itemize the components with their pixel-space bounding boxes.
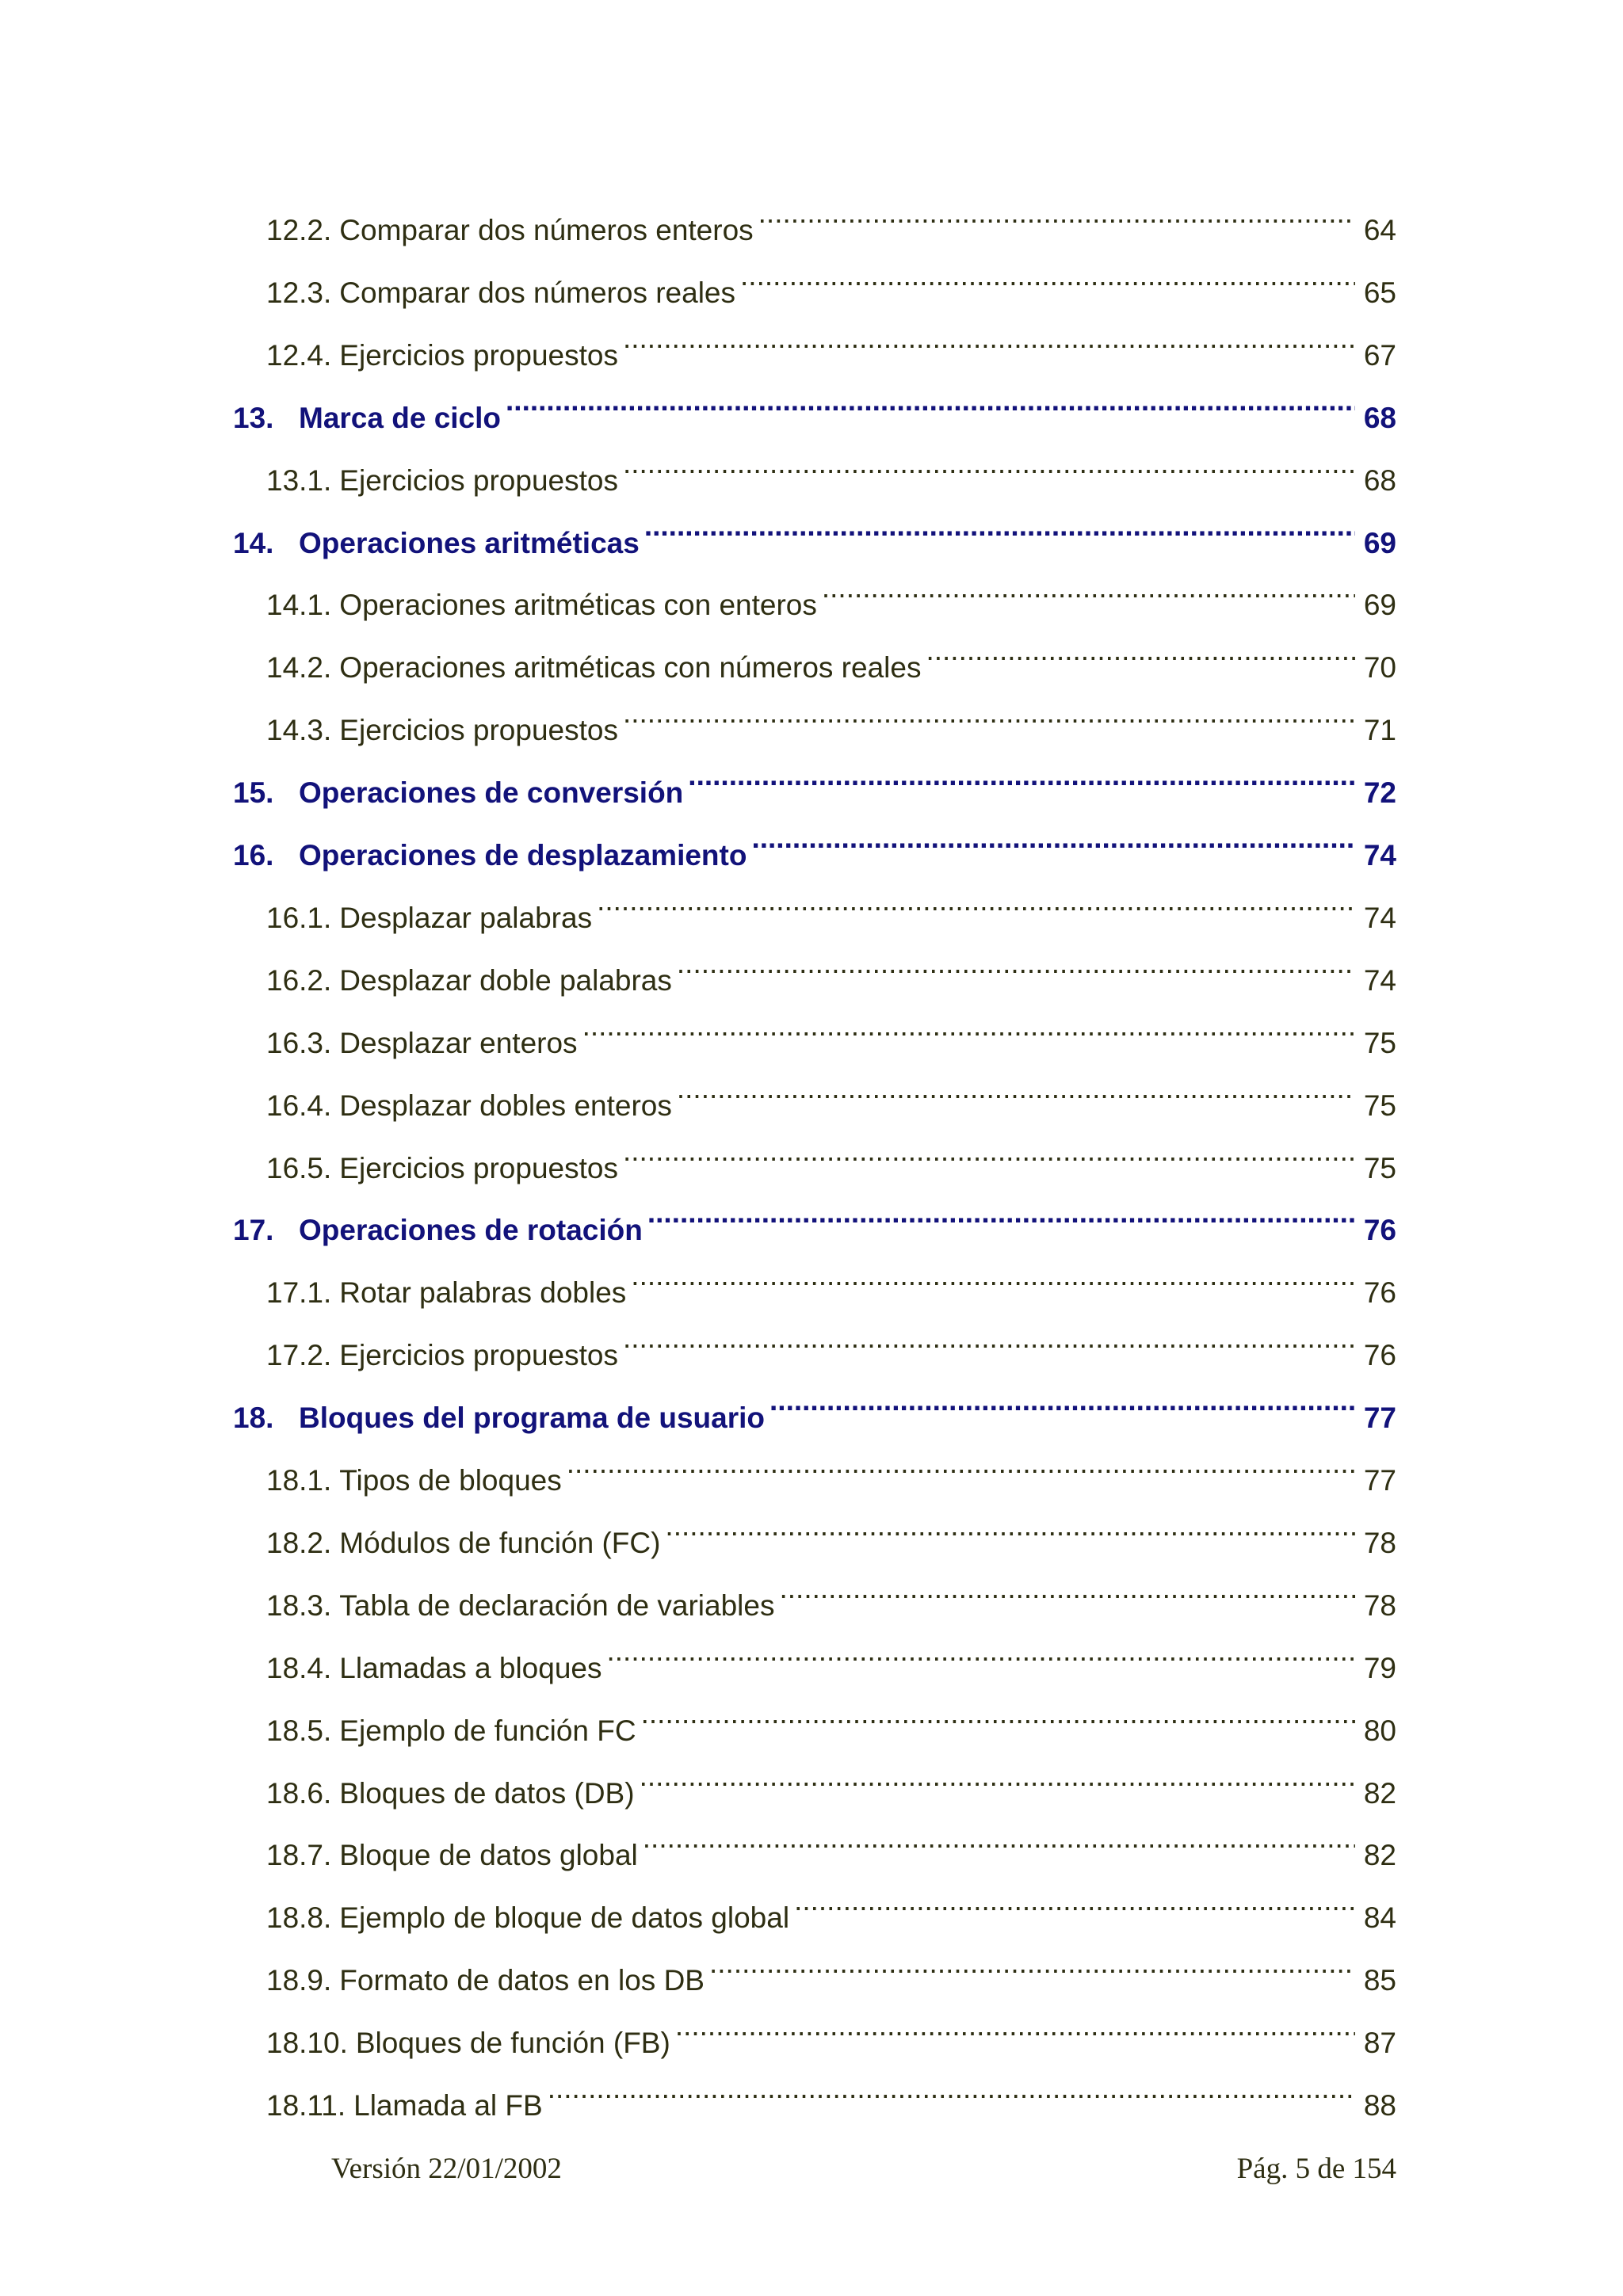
toc-entry-title: Bloque de datos global bbox=[339, 1839, 638, 1872]
toc-dot-leader bbox=[623, 310, 1355, 365]
toc-entry-page: 69 bbox=[1363, 526, 1396, 559]
toc-section-entry[interactable] bbox=[0, 1560, 1623, 1622]
toc-entry-page: 76 bbox=[1363, 1339, 1396, 1372]
toc-chapter-entry[interactable] bbox=[0, 1372, 1623, 1435]
toc-dot-leader bbox=[758, 185, 1355, 240]
toc-entry-number: 14. bbox=[233, 526, 274, 559]
toc-entry-title: Formato de datos en los DB bbox=[339, 1964, 705, 1997]
toc-entry-page: 82 bbox=[1363, 1839, 1396, 1872]
toc-entry-number: 12.4. bbox=[266, 338, 332, 372]
toc-entry-number: 13.1. bbox=[266, 463, 332, 497]
toc-entry-page: 65 bbox=[1363, 276, 1396, 309]
toc-entry-number: 18.6. bbox=[266, 1776, 332, 1810]
toc-entry-title: Operaciones de conversión bbox=[299, 776, 684, 810]
footer-version: Versión 22/01/2002 bbox=[331, 2153, 562, 2185]
toc-section-entry[interactable] bbox=[0, 1623, 1623, 1684]
toc-entry-title: Módulos de función (FC) bbox=[339, 1526, 661, 1559]
toc-entry-number: 16.4. bbox=[266, 1089, 332, 1122]
toc-dot-leader bbox=[769, 1372, 1355, 1428]
toc-entry-number: 18.4. bbox=[266, 1651, 332, 1684]
page-footer bbox=[0, 2152, 1623, 2199]
toc-section-entry[interactable] bbox=[0, 1123, 1623, 1184]
toc-entry-number: 18.3. bbox=[266, 1589, 332, 1622]
toc-entry-number: 14.1. bbox=[266, 589, 332, 622]
toc-section-entry[interactable] bbox=[0, 1748, 1623, 1810]
toc-chapter-entry[interactable] bbox=[0, 498, 1623, 559]
toc-dot-leader bbox=[623, 1123, 1355, 1178]
toc-chapter-entry[interactable] bbox=[0, 372, 1623, 434]
toc-dot-leader bbox=[548, 2060, 1355, 2115]
toc-entry-page: 75 bbox=[1363, 1151, 1396, 1184]
toc-entry-number: 18.2. bbox=[266, 1526, 332, 1559]
toc-entry-number: 18.7. bbox=[266, 1839, 332, 1872]
toc-entry-number: 14.2. bbox=[266, 651, 332, 685]
toc-entry-title: Marca de ciclo bbox=[299, 401, 502, 434]
toc-entry-title: Operaciones aritméticas con enteros bbox=[339, 589, 817, 622]
toc-dot-leader bbox=[643, 1810, 1355, 1865]
toc-dot-leader bbox=[779, 1560, 1355, 1615]
toc-entry-page: 78 bbox=[1363, 1526, 1396, 1559]
toc-entry-number: 12.2. bbox=[266, 214, 332, 246]
toc-dot-leader bbox=[677, 1060, 1355, 1116]
toc-dot-leader bbox=[623, 1310, 1355, 1365]
toc-entry-title: Bloques de datos (DB) bbox=[339, 1776, 635, 1810]
toc-entry-number: 16.3. bbox=[266, 1026, 332, 1059]
toc-dot-leader bbox=[675, 1997, 1355, 2053]
toc-entry-title: Ejercicios propuestos bbox=[339, 714, 618, 747]
toc-entry-number: 16.1. bbox=[266, 901, 332, 934]
toc-entry-title: Tipos de bloques bbox=[339, 1464, 562, 1497]
toc-entry-title: Desplazar palabras bbox=[339, 901, 593, 934]
toc-entry-title: Ejercicios propuestos bbox=[339, 338, 618, 372]
toc-entry-title: Bloques del programa de usuario bbox=[299, 1402, 766, 1435]
toc-dot-leader bbox=[597, 872, 1355, 928]
toc-entry-title: Comparar dos números enteros bbox=[339, 214, 754, 246]
toc-section-entry[interactable] bbox=[0, 247, 1623, 309]
toc-entry-page: 80 bbox=[1363, 1714, 1396, 1747]
toc-entry-page: 74 bbox=[1363, 839, 1396, 871]
toc-entry-page: 69 bbox=[1363, 589, 1396, 622]
toc-entry-number: 16. bbox=[233, 839, 274, 871]
toc-dot-leader bbox=[623, 685, 1355, 740]
toc-entry-title: Operaciones de desplazamiento bbox=[299, 839, 747, 871]
toc-section-entry[interactable] bbox=[0, 1935, 1623, 1997]
toc-section-entry[interactable] bbox=[0, 1310, 1623, 1372]
toc-dot-leader bbox=[506, 372, 1355, 428]
toc-entry-title: Ejercicios propuestos bbox=[339, 1151, 618, 1184]
toc-dot-leader bbox=[794, 1872, 1355, 1928]
toc-chapter-entry[interactable] bbox=[0, 1184, 1623, 1247]
toc-entry-number: 17.2. bbox=[266, 1339, 332, 1372]
toc-entry-title: Ejercicios propuestos bbox=[339, 463, 618, 497]
toc-entry-title: Llamada al FB bbox=[353, 2089, 543, 2122]
footer-page-number: Pág. 5 de 154 bbox=[1236, 2153, 1396, 2185]
toc-entry-page: 64 bbox=[1363, 214, 1396, 246]
toc-entry-number: 18.1. bbox=[266, 1464, 332, 1497]
toc-entry-number: 17.1. bbox=[266, 1276, 332, 1310]
toc-entry-title: Rotar palabras dobles bbox=[339, 1276, 627, 1310]
toc-entry-number: 18.9. bbox=[266, 1964, 332, 1997]
toc-dot-leader bbox=[582, 997, 1355, 1053]
toc-entry-number: 18.5. bbox=[266, 1714, 332, 1747]
toc-entry-page: 82 bbox=[1363, 1776, 1396, 1810]
toc-entry-page: 74 bbox=[1363, 901, 1396, 934]
toc-dot-leader bbox=[822, 559, 1355, 615]
toc-dot-leader bbox=[665, 1497, 1355, 1553]
toc-entry-title: Desplazar doble palabras bbox=[339, 963, 672, 997]
toc-entry-page: 88 bbox=[1363, 2089, 1396, 2122]
toc-entry-title: Operaciones de rotación bbox=[299, 1214, 643, 1247]
toc-dot-leader bbox=[709, 1935, 1355, 1990]
toc-section-entry[interactable] bbox=[0, 310, 1623, 372]
toc-section-entry[interactable] bbox=[0, 1497, 1623, 1559]
toc-entry-title: Operaciones aritméticas bbox=[299, 526, 640, 559]
toc-entry-page: 74 bbox=[1363, 963, 1396, 997]
toc-entry-number: 18.11. bbox=[266, 2089, 346, 2122]
toc-entry-page: 77 bbox=[1363, 1464, 1396, 1497]
toc-entry-number: 16.5. bbox=[266, 1151, 332, 1184]
toc-entry-page: 75 bbox=[1363, 1089, 1396, 1122]
toc-dot-leader bbox=[567, 1435, 1355, 1490]
toc-entry-number: 12.3. bbox=[266, 276, 332, 309]
toc-section-entry[interactable] bbox=[0, 997, 1623, 1059]
toc-entry-number: 14.3. bbox=[266, 714, 332, 747]
toc-entry-title: Comparar dos números reales bbox=[339, 276, 736, 309]
toc-entry-page: 77 bbox=[1363, 1402, 1396, 1435]
toc-section-entry[interactable] bbox=[0, 1060, 1623, 1122]
toc-entry-title: Llamadas a bloques bbox=[339, 1651, 602, 1684]
toc-entry-page: 67 bbox=[1363, 338, 1396, 372]
toc-entry-page: 72 bbox=[1363, 776, 1396, 810]
toc-entry-title: Ejemplo de función FC bbox=[339, 1714, 636, 1747]
toc-entry-number: 18.10. bbox=[266, 2027, 348, 2060]
toc-entry-page: 68 bbox=[1363, 463, 1396, 497]
toc-entry-page: 79 bbox=[1363, 1651, 1396, 1684]
toc-entry-page: 68 bbox=[1363, 401, 1396, 434]
toc-section-entry[interactable] bbox=[0, 935, 1623, 997]
toc-entry-page: 76 bbox=[1363, 1276, 1396, 1310]
toc-dot-leader bbox=[631, 1247, 1355, 1302]
toc-entry-page: 87 bbox=[1363, 2027, 1396, 2060]
toc-entry-page: 78 bbox=[1363, 1589, 1396, 1622]
toc-entry-title: Operaciones aritméticas con números reales bbox=[339, 651, 922, 685]
toc-entry-page: 75 bbox=[1363, 1026, 1396, 1059]
toc-dot-leader bbox=[644, 498, 1355, 553]
toc-section-entry[interactable] bbox=[0, 2060, 1623, 2122]
toc-section-entry[interactable] bbox=[0, 685, 1623, 747]
toc-section-entry[interactable] bbox=[0, 559, 1623, 622]
toc-dot-leader bbox=[623, 435, 1355, 490]
toc-dot-leader bbox=[640, 1748, 1355, 1803]
toc-entry-number: 15. bbox=[233, 776, 274, 810]
toc-entry-title: Ejemplo de bloque de datos global bbox=[339, 1901, 790, 1935]
toc-entry-number: 16.2. bbox=[266, 963, 332, 997]
toc-entry-number: 18. bbox=[233, 1402, 274, 1435]
toc-section-entry[interactable] bbox=[0, 185, 1623, 246]
toc-entry-title: Ejercicios propuestos bbox=[339, 1339, 618, 1372]
toc-entry-page: 85 bbox=[1363, 1964, 1396, 1997]
toc-dot-leader bbox=[647, 1184, 1355, 1240]
toc-entry-number: 17. bbox=[233, 1214, 274, 1247]
toc-entry-page: 84 bbox=[1363, 1901, 1396, 1935]
toc-section-entry[interactable] bbox=[0, 1810, 1623, 1872]
toc-section-entry[interactable] bbox=[0, 622, 1623, 685]
toc-entry-page: 71 bbox=[1363, 714, 1396, 747]
toc-section-entry[interactable] bbox=[0, 1997, 1623, 2060]
toc-entry-page: 70 bbox=[1363, 651, 1396, 685]
toc-entry-title: Desplazar dobles enteros bbox=[339, 1089, 672, 1122]
toc-section-entry[interactable] bbox=[0, 1872, 1623, 1935]
toc-dot-leader bbox=[740, 247, 1355, 303]
toc-entry-page: 76 bbox=[1363, 1214, 1396, 1247]
toc-section-entry[interactable] bbox=[0, 435, 1623, 497]
toc-entry-number: 18.8. bbox=[266, 1901, 332, 1935]
toc-dot-leader bbox=[688, 747, 1355, 803]
toc-entry-title: Tabla de declaración de variables bbox=[339, 1589, 775, 1622]
toc-dot-leader bbox=[677, 935, 1355, 990]
toc-dot-leader bbox=[751, 810, 1355, 865]
toc-entry-title: Bloques de función (FB) bbox=[355, 2027, 670, 2060]
toc-section-entry[interactable] bbox=[0, 1247, 1623, 1310]
toc-section-entry[interactable] bbox=[0, 1435, 1623, 1497]
toc-dot-leader bbox=[926, 622, 1355, 677]
toc-dot-leader bbox=[606, 1623, 1355, 1678]
toc-chapter-entry[interactable] bbox=[0, 747, 1623, 810]
toc-entry-number: 13. bbox=[233, 401, 274, 434]
toc-section-entry[interactable] bbox=[0, 1685, 1623, 1747]
toc-dot-leader bbox=[641, 1685, 1355, 1741]
toc-section-entry[interactable] bbox=[0, 872, 1623, 934]
toc-entry-title: Desplazar enteros bbox=[339, 1026, 578, 1059]
toc-chapter-entry[interactable] bbox=[0, 810, 1623, 871]
